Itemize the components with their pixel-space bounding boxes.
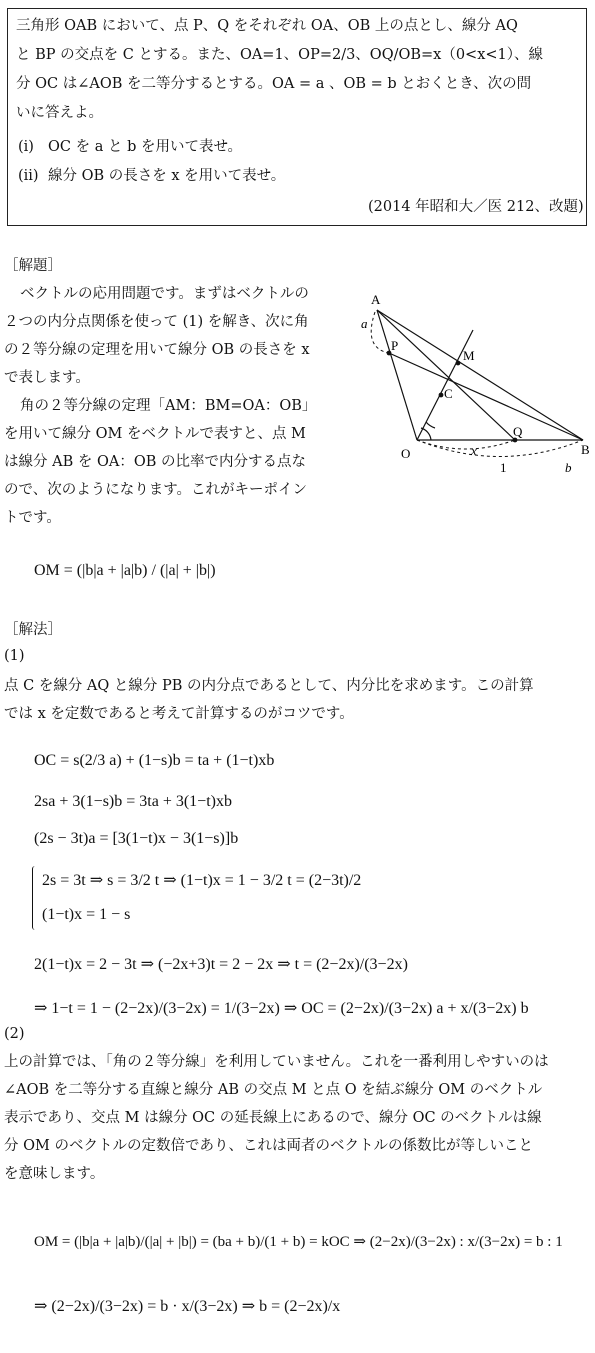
bisector-OM <box>417 330 473 440</box>
angle-arc-2 <box>426 422 435 428</box>
question-1-number: (i) <box>18 139 34 155</box>
label-P: P <box>391 338 399 353</box>
segment-PB <box>389 353 583 440</box>
part-1-label: (1) <box>4 648 25 664</box>
kaidai-line-9: トです。 <box>4 510 61 526</box>
equation-1: OC = s(2/3 a) + (1−s)b = ta + (1−t)xb <box>34 752 275 769</box>
kaidai-line-3: の２等分線の定理を用いて線分 OB の長さを x <box>4 342 310 358</box>
system-brace <box>32 866 35 930</box>
label-Q: Q <box>513 424 523 439</box>
part-2-label: (2) <box>4 1026 25 1042</box>
question-1: OC を a と b を用いて表せ。 <box>48 139 243 155</box>
kaidai-line-2: ２つの内分点関係を使って (1) を解き、次に角 <box>4 314 309 330</box>
part-2-line-4: 分 OM のベクトルの定数倍であり、これは両者のベクトルの係数比が等しいこと <box>4 1138 533 1154</box>
part-2-line-1: 上の計算では、「角の２等分線」を利用していません。これを一番利用しやすいのは <box>4 1054 549 1070</box>
segment-AQ <box>377 310 515 440</box>
problem-line-3: 分 OC は∠AOB を二等分するとする。OA = a 、OB = b とおくとき、次の問 <box>16 76 532 92</box>
equation-8: ⇒ (2−2x)/(3−2x) = b · x/(3−2x) ⇒ b = (2−2x)/x <box>34 1298 341 1315</box>
equation-3: (2s − 3t)a = [3(1−t)x − 3(1−s)]b <box>34 830 239 847</box>
part-2-line-3: 表示であり、交点 M は線分 OC の延長線上にあるので、線分 OC のベクトルは線 <box>4 1110 542 1126</box>
problem-line-4: いに答えよ。 <box>16 105 103 121</box>
kaidai-line-8: ので、次のようになります。これがキーポイン <box>4 482 308 498</box>
segment-AB <box>377 310 583 440</box>
equation-4a: 2s = 3t ⇒ s = 3/2 t ⇒ (1−t)x = 1 − 3/2 t = (2−3t)/2 <box>42 872 362 889</box>
equation-2: 2sa + 3(1−s)b = 3ta + 3(1−t)xb <box>34 793 232 810</box>
problem-source: (2014 年昭和大／医 212、改題) <box>368 199 584 215</box>
om-key-formula: OM = (|b|a + |a|b) / (|a| + |b|) <box>34 562 216 579</box>
problem-line-2: と BP の交点を C とする。また、OA=1、OP=2/3、OQ/OB=x（0<x<1）、線 <box>16 47 544 63</box>
label-a: a <box>361 316 368 331</box>
kaidai-line-6: を用いて線分 OM をベクトルで表すと、点 M <box>4 426 306 442</box>
question-2: 線分 OB の長さを x を用いて表せ。 <box>48 168 286 184</box>
problem-line-1: 三角形 OAB において、点 P、Q をそれぞれ OA、OB 上の点とし、線分 AQ <box>16 18 518 34</box>
kaidai-line-1: ベクトルの応用問題です。まずはベクトルの <box>20 286 309 302</box>
part-1-line-1: 点 C を線分 AQ と線分 PB の内分点であるとして、内分比を求めます。この計算 <box>4 678 534 694</box>
dashed-arc-x <box>417 440 515 449</box>
label-C: C <box>444 386 453 401</box>
triangle-figure <box>355 288 595 478</box>
part-2-line-2: ∠AOB を二等分する直線と線分 AB の交点 M と点 O を結ぶ線分 OM のベクトル <box>4 1082 543 1098</box>
label-x: x <box>471 443 477 458</box>
kaidai-line-4: で表します。 <box>4 370 90 386</box>
part-1-line-2: では x を定数であると考えて計算するのがコツです。 <box>4 706 354 722</box>
label-b: b <box>565 460 572 475</box>
label-M: M <box>463 348 475 363</box>
equation-4b: (1−t)x = 1 − s <box>42 906 131 923</box>
dashed-arc-1 <box>417 440 583 457</box>
kaidai-line-5: 角の２等分線の定理「AM：BM=OA：OB」 <box>20 398 317 414</box>
kaidai-line-7: は線分 AB を OA：OB の比率で内分する点な <box>4 454 306 470</box>
part-2-line-5: を意味します。 <box>4 1166 105 1182</box>
label-A: A <box>371 292 381 307</box>
kaiho-heading: ［解法］ <box>4 622 62 638</box>
question-2-number: (ii) <box>18 168 39 184</box>
equation-6: ⇒ 1−t = 1 − (2−2x)/(3−2x) = 1/(3−2x) ⇒ OC = (2−2x)/(3−2x) a + x/(3−2x) b <box>34 1000 529 1017</box>
label-1: 1 <box>500 460 507 475</box>
label-O: O <box>401 446 411 461</box>
label-B: B <box>581 442 590 457</box>
kaidai-heading: ［解題］ <box>4 258 62 274</box>
equation-5: 2(1−t)x = 2 − 3t ⇒ (−2x+3)t = 2 − 2x ⇒ t = (2−2x)/(3−2x) <box>34 956 408 973</box>
equation-7: OM = (|b|a + |a|b)/(|a| + |b|) = (ba + b)/(1 + b) = kOC ⇒ (2−2x)/(3−2x) : x/(3−2x) = b : 1 <box>34 1234 563 1250</box>
